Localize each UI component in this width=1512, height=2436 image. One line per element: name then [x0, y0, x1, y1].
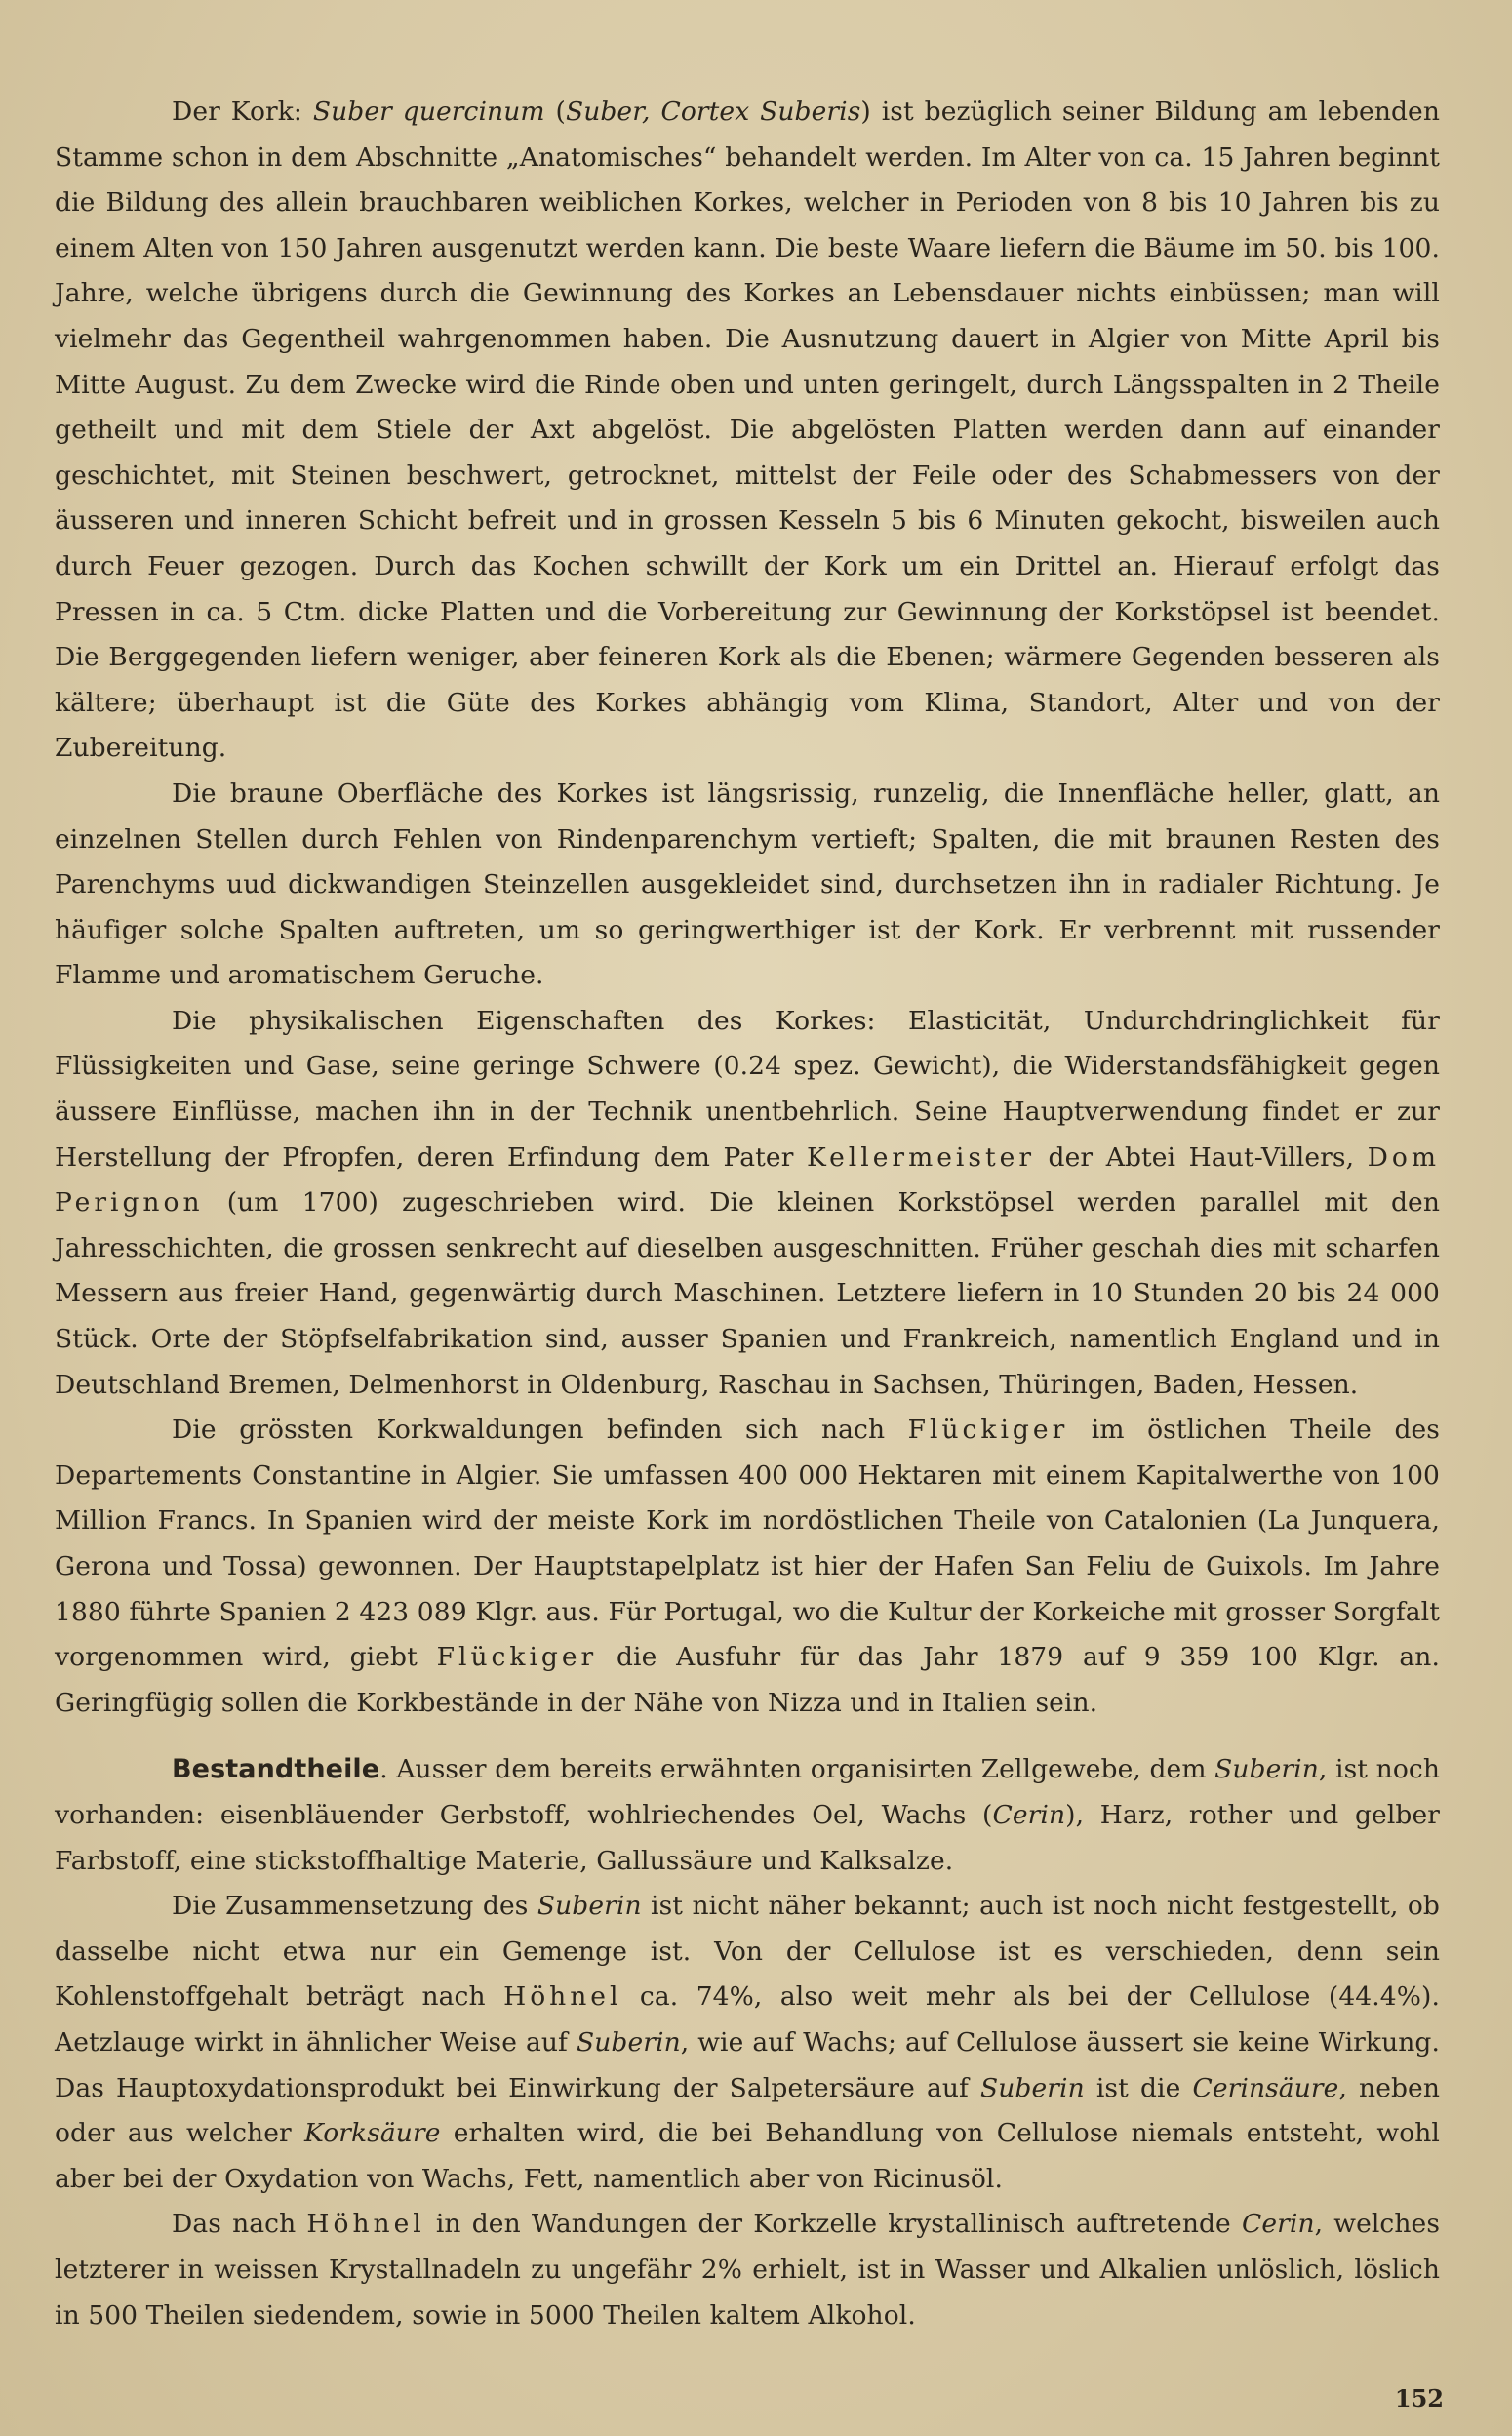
paragraph-cerin: Das nach Höhnel in den Wandungen der Korkzelle krystallinisch auftretende Cerin, welches letzterer in weissen Krystallnadeln zu ungefähr 2% erhielt, ist in Wasser und Alkalien unlöslich, löslich in 500 Theilen siedendem, sowie in 5000 Theilen kaltem Alkohol.: [55, 2209, 1441, 2331]
paragraph-kork-intro: Der Kork: Suber quercinum (Suber, Cortex Suberis) ist bezüglich seiner Bildung am lebenden Stamme schon in dem Abschnitte „Anatomisches“ behandelt werden. Im Alter von ca. 15 Jahren beginnt die Bildung des allein brauchbaren weiblichen Korkes, welcher in Perioden von 8 bis 10 Jahren bis zu einem Alten von 150 Jahren ausgenutzt werden kann. Die beste Waare liefern die Bäume im 50. bis 100. Jahre, welche übrigens durch die Gewinnung des Korkes an Lebensdauer nichts einbüssen; man will vielmehr das Gegentheil wahrgenommen haben. Die Ausnutzung dauert in Algier von Mitte April bis Mitte August. Zu dem Zwecke wird die Rinde oben und unten geringelt, durch Längsspalten in 2 Theile getheilt und mit dem Stiele der Axt abgelöst. Die abgelösten Platten werden dann auf einander geschichtet, mit Steinen beschwert, getrocknet, mittelst der Feile oder des Schabmessers von der äusseren und inneren Schicht befreit und in grossen Kesseln 5 bis 6 Minuten gekocht, bisweilen auch durch Feuer gezogen. Durch das Kochen schwillt der Kork um ein Drittel an. Hierauf erfolgt das Pressen in ca. 5 Ctm. dicke Platten und die Vorbereitung zur Gewinnung der Korkstöpsel ist beendet. Die Berggegenden liefern weniger, aber feineren Kork als die Ebenen; wärmere Gegenden besseren als kältere; überhaupt ist die Güte des Korkes abhängig vom Klima, Standort, Alter und von der Zubereitung.: [55, 97, 1440, 764]
body-text: [55, 90, 1440, 2338]
page-number: 152: [1394, 2384, 1444, 2413]
section-heading: Bestandtheile: [172, 1754, 380, 1785]
paragraph-surface: Die braune Oberfläche des Korkes ist längsrissig, runzelig, die Innenfläche heller, glatt, an einzelnen Stellen durch Fehlen von Rindenparenchym vertieft; Spalten, die mit braunen Resten des Parenchyms uud dickwandigen Steinzellen ausgekleidet sind, durchsetzen ihn in radialer Richtung. Je häufiger solche Spalten auftreten, um so geringwerthiger ist der Kork. Er verbrennt mit russender Flamme und aromatischem Geruche.: [55, 778, 1440, 991]
paragraph-cork-forests: Die grössten Korkwaldungen befinden sich nach Flückiger im östlichen Theile des Departements Constantine in Algier. Sie umfassen 400 000 Hektaren mit einem Kapitalwerthe von 100 Million Francs. In Spanien wird der meiste Kork im nordöstlichen Theile von Catalonien (La Junquera, Gerona und Tossa) gewonnen. Der Hauptstapelplatz ist hier der Hafen San Feliu de Guixols. Im Jahre 1880 führte Spanien 2 423 089 Klgr. aus. Für Portugal, wo die Kultur der Korkeiche mit grosser Sorgfalt vorgenommen wird, giebt Flückiger die Ausfuhr für das Jahr 1879 auf 9 359 100 Klgr. an. Geringfügig sollen die Korkbestände in der Nähe von Nizza und in Italien sein.: [55, 1415, 1440, 1718]
paragraph-suberin: Die Zusammensetzung des Suberin ist nicht näher bekannt; auch ist noch nicht festgestellt, ob dasselbe nicht etwa nur ein Gemenge ist. Von der Cellulose ist es verschieden, denn sein Kohlenstoffgehalt beträgt nach Höhnel ca. 74%, also weit mehr als bei der Cellulose (44.4%). Aetzlauge wirkt in ähnlicher Weise auf Suberin, wie auf Wachs; auf Cellulose äussert sie keine Wirkung. Das Hauptoxydationsprodukt bei Einwirkung der Salpetersäure auf Suberin ist die Cerinsäure, neben oder aus welcher Korksäure erhalten wird, die bei Behandlung von Cellulose niemals entsteht, wohl aber bei der Oxydation von Wachs, Fett, namentlich aber von Ricinusöl.: [55, 1891, 1441, 2194]
paragraph-properties: Die physikalischen Eigenschaften des Korkes: Elasticität, Undurchdringlichkeit für Flüssigkeiten und Gase, seine geringe Schwere (0.24 spez. Gewicht), die Widerstandsfähigkeit gegen äussere Einflüsse, machen ihn in der Technik unentbehrlich. Seine Hauptverwendung findet er zur Herstellung der Pfropfen, deren Erfindung dem Pater Kellermeister der Abtei Haut-Villers, Dom Perignon (um 1700) zugeschrieben wird. Die kleinen Korkstöpsel werden parallel mit den Jahresschichten, die grossen senkrecht auf dieselben ausgeschnitten. Früher geschah dies mit scharfen Messern aus freier Hand, gegenwärtig durch Maschinen. Letztere liefern in 10 Stunden 20 bis 24 000 Stück. Orte der Stöpfselfabrikation sind, ausser Spanien und Frankreich, namentlich England und in Deutschland Bremen, Delmenhorst in Oldenburg, Raschau in Sachsen, Thüringen, Baden, Hessen.: [55, 1005, 1440, 1400]
paragraph-constituents: Bestandtheile. Ausser dem bereits erwähnten organisirten Zellgewebe, dem Suberin, ist noch vorhanden: eisenbläuender Gerbstoff, wohlriechendes Oel, Wachs (Cerin), Harz, rother und gelber Farbstoff, eine stickstoffhaltige Materie, Gallussäure und Kalksalze.: [55, 1754, 1441, 1876]
